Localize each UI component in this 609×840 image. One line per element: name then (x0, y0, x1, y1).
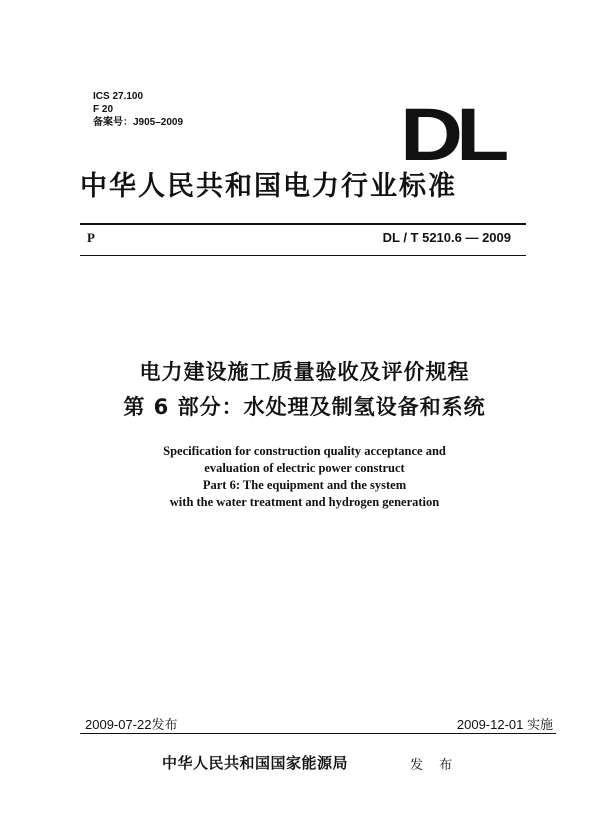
english-title-line-2: evaluation of electric power construct (204, 461, 405, 475)
publisher-name: 中华人民共和国国家能源局 (162, 754, 349, 772)
record-number: 备案号：J905–2009 (93, 117, 184, 128)
issue-date: 2009-07-22发布 (85, 717, 178, 732)
industry-standard-title: 中华人民共和国电力行业标准 (80, 171, 457, 202)
standard-number: DL / T 5210.6 — 2009 (382, 230, 511, 245)
dates-divider (80, 733, 556, 734)
implementation-date: 2009-12-01 实施 (456, 717, 553, 732)
chinese-title-line-1: 电力建设施工质量验收及评价规程 (139, 360, 470, 384)
document-type-code: P (87, 230, 95, 245)
header-divider-top (80, 223, 526, 225)
header-divider-bottom (80, 255, 526, 256)
dl-logo: DL (400, 93, 503, 176)
english-title-line-3: Part 6: The equipment and the system (202, 478, 407, 492)
english-title-line-4: with the water treatment and hydrogen generation (169, 495, 440, 509)
publish-label: 发 布 (410, 758, 459, 773)
chinese-title-line-2: 第 6 部分：水处理及制氢设备和系统 (123, 395, 486, 419)
classification-code: F 20 (93, 104, 114, 115)
ics-code: ICS 27.100 (93, 91, 144, 102)
english-title-line-1: Specification for construction quality acceptance and (163, 444, 446, 458)
